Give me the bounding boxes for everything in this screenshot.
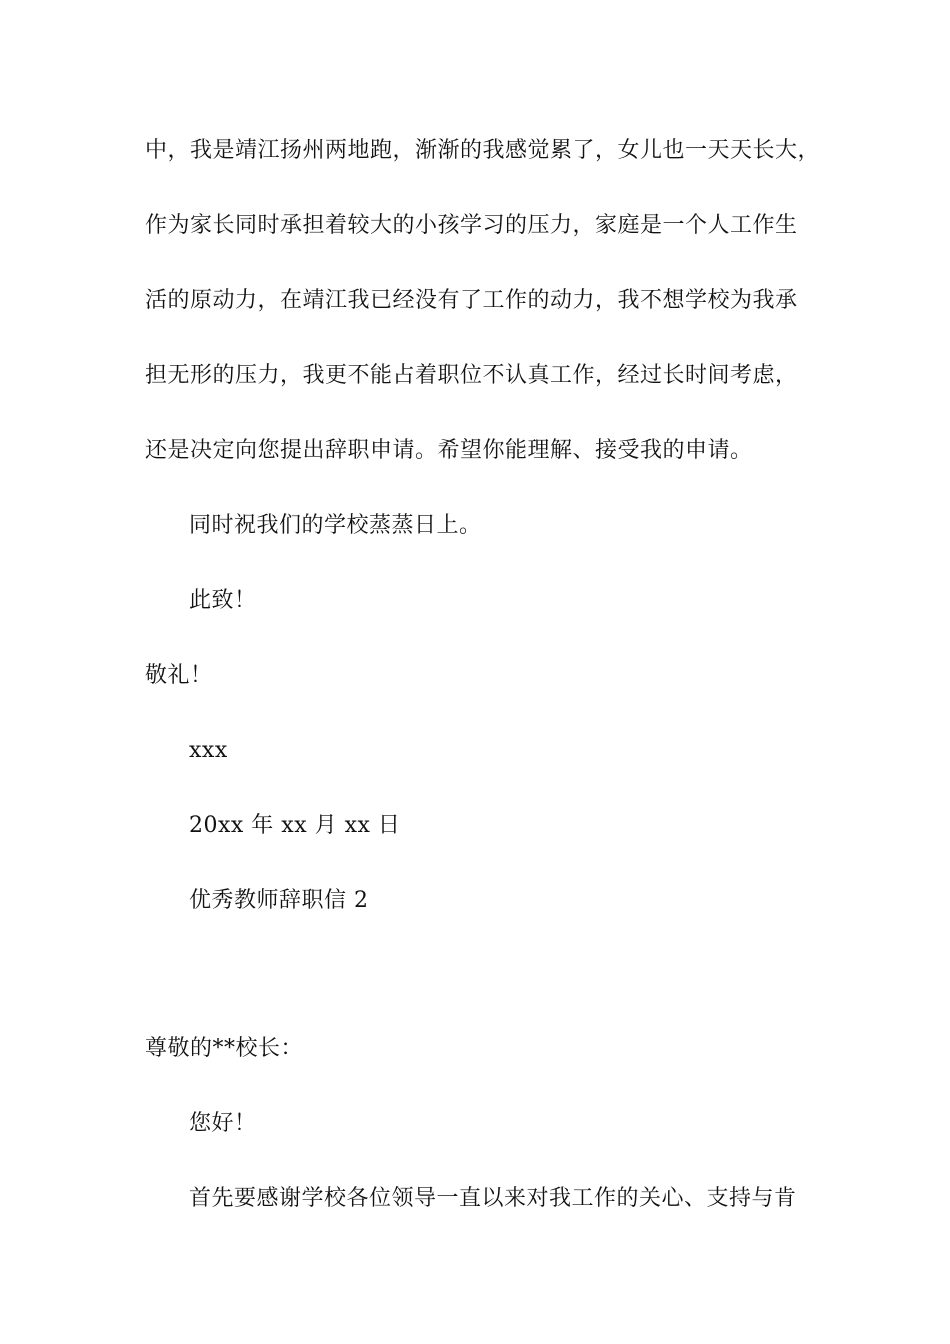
letter-greeting: 尊敬的**校长： xyxy=(145,1036,304,1061)
paragraph-line: 还是决定向您提出辞职申请。希望你能理解、接受我的申请。 xyxy=(145,438,753,463)
paragraph-line: 活的原动力，在靖江我已经没有了工作的动力，我不想学校为我承 xyxy=(145,288,798,313)
letter-hello: 您好！ xyxy=(189,1111,257,1136)
signature-name: xxx xyxy=(189,738,228,763)
closing-regards: 敬礼！ xyxy=(145,663,213,688)
signature-date: 20xx 年 xx 月 xx 日 xyxy=(189,813,401,838)
paragraph-line: 担无形的压力，我更不能占着职位不认真工作，经过长时间考虑， xyxy=(145,363,798,388)
paragraph-line: 中，我是靖江扬州两地跑，渐渐的我感觉累了，女儿也一天天长大， xyxy=(145,138,821,163)
closing-salutation: 此致！ xyxy=(189,588,257,613)
section-title: 优秀教师辞职信 2 xyxy=(189,888,369,913)
wish-line: 同时祝我们的学校蒸蒸日上。 xyxy=(189,513,482,538)
paragraph-line: 作为家长同时承担着较大的小孩学习的压力，家庭是一个人工作生 xyxy=(145,213,798,238)
paragraph-line: 首先要感谢学校各位领导一直以来对我工作的关心、支持与肯 xyxy=(189,1186,797,1211)
